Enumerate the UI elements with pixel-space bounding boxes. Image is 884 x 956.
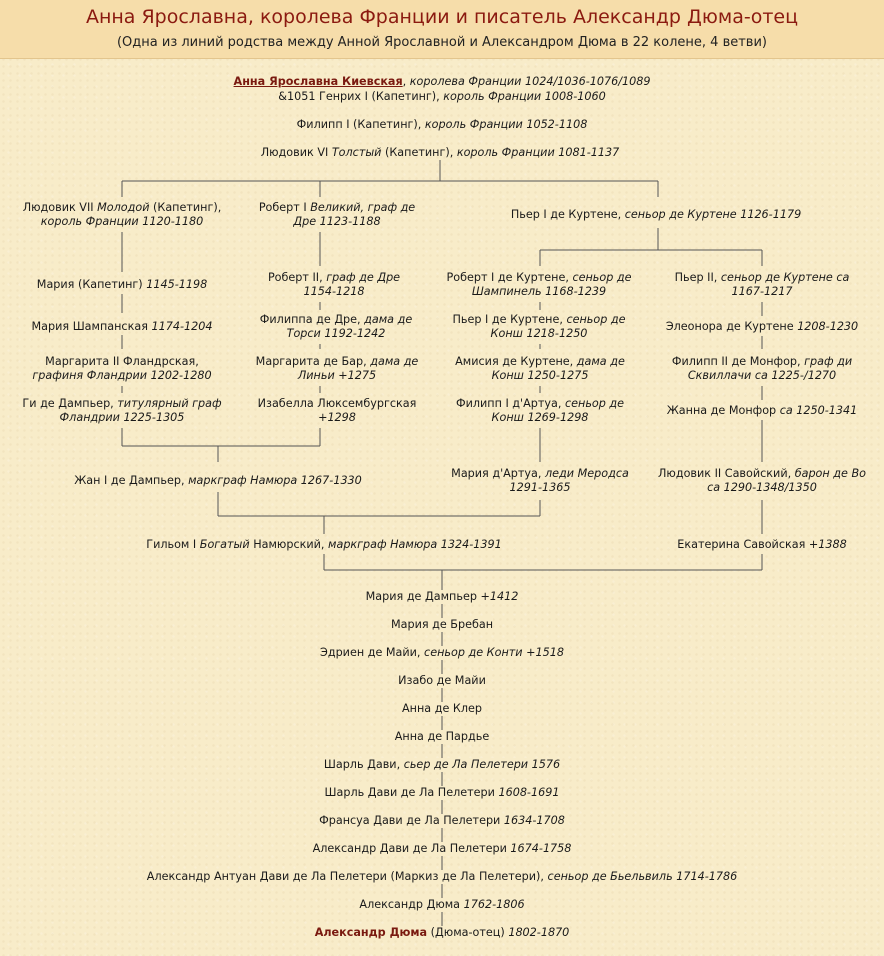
person-text: (Дюма-отец) (427, 926, 509, 939)
person-text: Мария д'Артуа, (451, 467, 546, 480)
person-marguerite-2-flanders (32, 355, 211, 383)
person-text: сеньор де Куртене 1126-1179 (624, 208, 802, 221)
person-text: Екатерина Савойская (677, 538, 809, 551)
person-text: Толстый (331, 146, 382, 159)
person-text: Мария Шампанская (31, 320, 152, 333)
page-title: Анна Ярославна, королева Франции и писатель Александр Дюма-отец (85, 6, 799, 28)
person-text: 1154-1218 (303, 285, 365, 298)
person-text: Ги де Дампьер, (22, 397, 118, 410)
person-text: граф ди (804, 355, 853, 368)
person-text: сеньор де (572, 271, 632, 284)
person-text: Анна де Клер (402, 702, 482, 715)
person-text: титулярный граф (117, 397, 222, 410)
person-text: Мария де Дампьер (365, 590, 481, 603)
person-text: Филипп I д'Артуа, (455, 397, 565, 410)
person-isabeau-mailly (398, 674, 486, 688)
person-louis-2-savoy (658, 467, 866, 495)
person-guillaume-1-namur (146, 538, 502, 552)
person-text: Анна де Пардье (394, 730, 490, 743)
person-text: 1762-1806 (463, 898, 525, 911)
person-text: Гильом I (146, 538, 200, 551)
person-text: Пьер I де Куртене, (452, 313, 567, 326)
person-text: Жан I де Дампьер, (74, 474, 189, 487)
person-charles-davy-pailleterie (325, 786, 560, 800)
person-louis-7 (23, 201, 222, 229)
person-text: Амисия де Куртене, (455, 355, 577, 368)
person-philippe-1 (297, 118, 588, 132)
person-text: 1145-1198 (146, 278, 208, 291)
person-robert-1-dreux (259, 201, 415, 229)
person-text: +1388 (808, 538, 847, 551)
person-text: Богатый (199, 538, 250, 551)
person-text: Шампинель 1168-1239 (471, 285, 607, 298)
person-text: Мария де Бребан (390, 618, 494, 631)
person-text: Эдриен де Майи, (320, 646, 425, 659)
person-adrien-mailly (320, 646, 564, 660)
person-text: 1167-1217 (731, 285, 793, 298)
person-text: король Франции 1052-1108 (424, 118, 588, 131)
person-text: Жанна де Монфор (666, 404, 780, 417)
person-text: 1802-1870 (508, 926, 570, 939)
person-anne-pardieu (395, 730, 489, 744)
person-text: дама де (364, 313, 413, 326)
person-text: са 1250-1341 (779, 404, 858, 417)
person-text: +1298 (318, 411, 356, 424)
person-pierre-courtenay-conches (452, 313, 625, 341)
person-text: Филиппа де Дре, (259, 313, 365, 326)
person-text: Пьер I де Куртене, (510, 208, 625, 221)
person-text: (Капетинг), (381, 146, 457, 159)
person-henri-1 (278, 90, 605, 104)
person-louis-6 (261, 146, 620, 160)
person-text: король Франции 1008-1060 (443, 90, 606, 103)
person-francois-davy (319, 814, 565, 828)
person-text: Конш 1250-1275 (491, 369, 589, 382)
person-text: Роберт II, (267, 271, 327, 284)
person-alexandre-dumas-general (359, 898, 524, 912)
person-eleonore-courtenay (666, 320, 858, 334)
person-text: Людовик VI (260, 146, 332, 159)
person-text: &1051 Генрих I (Капетинг), (278, 90, 444, 103)
person-philippe-artois (456, 397, 624, 425)
person-marie-dampierre (366, 590, 519, 604)
person-text: Молодой (97, 201, 150, 214)
person-text: Намюрский, (249, 538, 329, 551)
person-anna-yaroslavna[interactable] (234, 75, 651, 89)
person-text: Роберт I (258, 201, 311, 214)
person-text: 1291-1365 (509, 481, 571, 494)
person-text: Фландрии 1225-1305 (59, 411, 185, 424)
person-marie-brebant (391, 618, 493, 632)
person-alexandre-antoine (147, 870, 737, 884)
person-text: сеньор де (564, 397, 625, 410)
person-text: Шарль Дави, (323, 758, 404, 771)
person-text: Конш 1218-1250 (490, 327, 588, 340)
person-alexandre-dumas-pere[interactable] (315, 926, 570, 940)
person-catherine-savoy (677, 538, 846, 552)
person-text: Филипп II де Монфор, (671, 355, 805, 368)
person-text: маркграф Намюра 1324-1391 (328, 538, 502, 551)
person-text: Александр Дави де Ла Пелетери (312, 842, 511, 855)
person-philippe-2-montfort (672, 355, 852, 383)
person-robert-2-dreux (268, 271, 400, 299)
person-text: Александр Дюма (314, 926, 428, 939)
person-text: графиня Фландрии 1202-1280 (32, 369, 212, 382)
person-text: Франсуа Дави де Ла Пелетери (319, 814, 504, 827)
person-isabelle-luxembourg (258, 397, 417, 425)
person-text: Элеонора де Куртене (665, 320, 798, 333)
person-marie-capet (37, 278, 207, 292)
person-text: 1174-1204 (151, 320, 213, 333)
person-name-link[interactable]: Анна Ярославна Киевская (233, 75, 403, 88)
person-text: Маргарита II Фландрская, (45, 355, 199, 368)
person-text: граф де Дре (326, 271, 401, 284)
person-text: Сквиллачи са 1225-/1270 (687, 369, 837, 382)
person-text: Изабелла Люксембургская (257, 397, 417, 410)
person-text: леди Меродса (545, 467, 629, 480)
person-text: (Капетинг), (149, 201, 222, 214)
person-text: Шарль Дави де Ла Пелетери (324, 786, 499, 799)
person-text: сеньор де Конти +1518 (424, 646, 564, 659)
person-pierre-1-courtenay (511, 208, 801, 222)
person-text: сеньор де Куртене са (720, 271, 850, 284)
person-text: Изабо де Майи (398, 674, 486, 687)
person-text: Маргарита де Бар, (255, 355, 371, 368)
person-anne-clerc (402, 702, 482, 716)
person-text: Александр Антуан Дави де Ла Пелетери (Маркиз де Ла Пелетери), (146, 870, 548, 883)
person-text: барон де Во (794, 467, 866, 480)
person-text: король Франции 1120-1180 (40, 215, 204, 228)
person-text: Филипп I (Капетинг), (296, 118, 425, 131)
person-text: Людовик VII (22, 201, 98, 214)
person-text: сеньор де Бьельвиль 1714-1786 (547, 870, 738, 883)
person-text: 1674-1758 (510, 842, 572, 855)
person-marie-artois (451, 467, 629, 495)
page-subtitle: (Одна из линий родства между Анной Ярославной и Александром Дюма в 22 колене, 4 ветви) (116, 35, 767, 50)
person-marie-champagne (32, 320, 213, 334)
person-charles-davy (324, 758, 560, 772)
person-text: Торси 1192-1242 (286, 327, 386, 340)
person-text: маркграф Намюра 1267-1330 (188, 474, 362, 487)
person-text: Александр Дюма (359, 898, 464, 911)
person-amicie-courtenay (455, 355, 625, 383)
person-text: Пьер II, (674, 271, 721, 284)
person-text: Роберт I де Куртене, (446, 271, 573, 284)
person-jean-1-dampierre (74, 474, 362, 488)
person-text: сеньор де (566, 313, 626, 326)
person-jeanne-montfort (667, 404, 858, 418)
person-marguerite-bar (256, 355, 419, 383)
person-text: Людовик II Савойский, (658, 467, 795, 480)
person-text: дама де (370, 355, 419, 368)
person-text: 1634-1708 (503, 814, 565, 827)
person-text: , (402, 75, 410, 88)
person-text: 1208-1230 (797, 320, 859, 333)
person-text: королева Франции 1024/1036-1076/1089 (409, 75, 651, 88)
person-text: Линьи +1275 (297, 369, 377, 382)
person-text: Конш 1269-1298 (491, 411, 589, 424)
person-alexandre-davy (313, 842, 572, 856)
person-text: Мария (Капетинг) (36, 278, 147, 291)
person-text: сьер де Ла Пелетери 1576 (403, 758, 561, 771)
person-robert-courtenay (446, 271, 631, 299)
person-text: Великий, граф де (310, 201, 416, 214)
person-text: дама де (576, 355, 625, 368)
person-text: 1608-1691 (498, 786, 560, 799)
person-guy-dampierre (22, 397, 221, 425)
person-text: король Франции 1081-1137 (456, 146, 620, 159)
person-philippa-dreux (260, 313, 412, 341)
person-text: Дре 1123-1188 (293, 215, 381, 228)
person-pierre-2-courtenay (675, 271, 850, 299)
person-text: са 1290-1348/1350 (707, 481, 817, 494)
person-text: +1412 (480, 590, 519, 603)
